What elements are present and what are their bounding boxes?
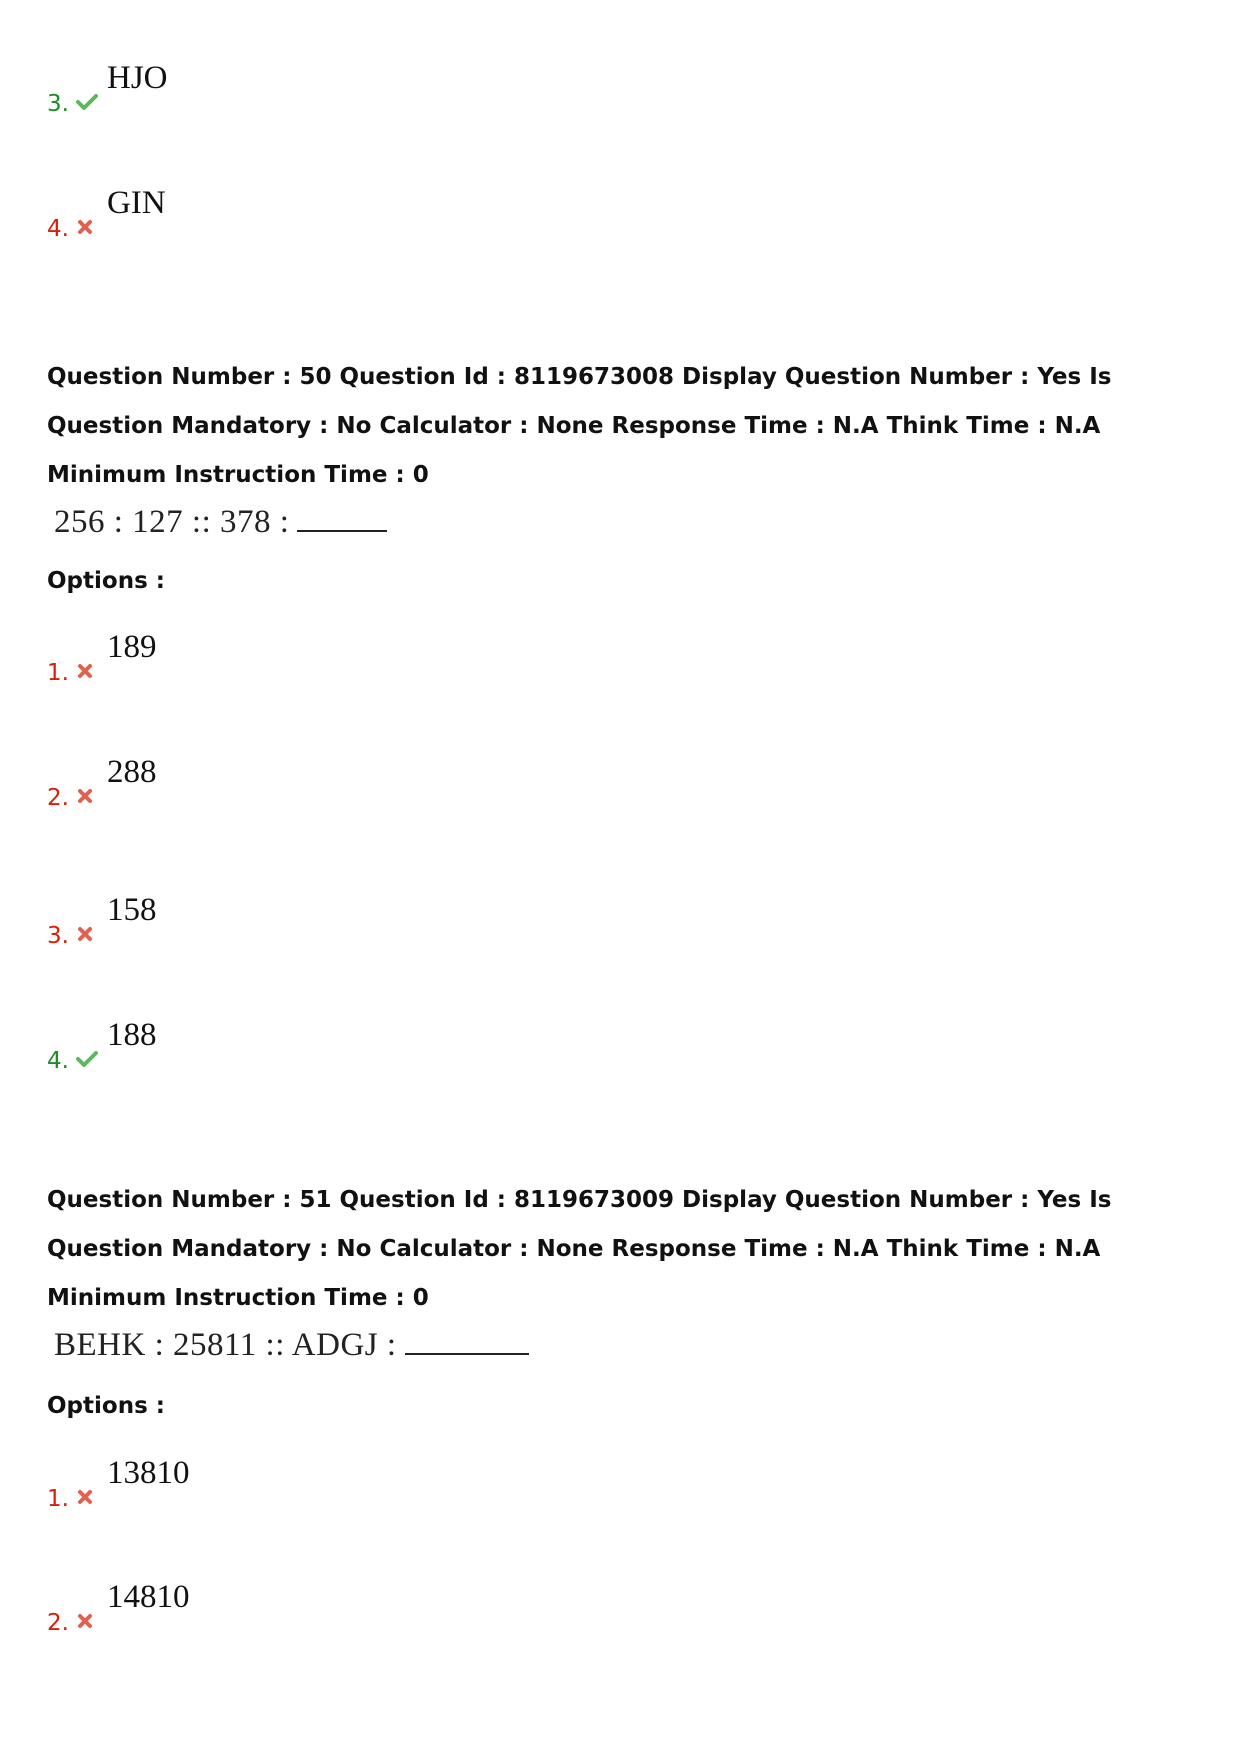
- question-expression: 256 : 127 :: 378 :: [54, 504, 290, 540]
- option-value: GIN: [107, 185, 166, 221]
- question-meta: Question Number : 50 Question Id : 8119673008 Display Question Number : Yes Is Question Mandatory : No Calculator : None Response Time : N.A Think Time : N.A Minimum Instruction Time : 0: [47, 364, 1112, 488]
- question-text: [54, 1323, 529, 1367]
- option-number: 4.: [47, 1048, 69, 1074]
- option-number: 4.: [47, 216, 69, 242]
- option-value: 288: [107, 754, 157, 790]
- option-number: 1.: [47, 660, 69, 686]
- option-value: 13810: [107, 1455, 190, 1491]
- options-label: Options :: [47, 568, 165, 594]
- options-label: Options :: [47, 1393, 165, 1419]
- option-number: 2.: [47, 785, 69, 811]
- cross-icon: [76, 218, 94, 240]
- question-meta: Question Number : 51 Question Id : 8119673009 Display Question Number : Yes Is Question Mandatory : No Calculator : None Response Time : N.A Think Time : N.A Minimum Instruction Time : 0: [47, 1187, 1112, 1311]
- cross-icon: [76, 1488, 94, 1510]
- question-text: [54, 500, 387, 544]
- cross-icon: [76, 662, 94, 684]
- answer-blank: [405, 1323, 529, 1355]
- option-value: 14810: [107, 1579, 190, 1615]
- option-value: 188: [107, 1017, 157, 1053]
- option-number: 2.: [47, 1610, 69, 1636]
- option-number: 1.: [47, 1486, 69, 1512]
- check-icon: [76, 93, 98, 115]
- cross-icon: [76, 925, 94, 947]
- option-value: 158: [107, 892, 157, 928]
- option-number: 3.: [47, 91, 69, 117]
- question-expression: BEHK : 25811 :: ADGJ :: [54, 1327, 397, 1363]
- cross-icon: [76, 1612, 94, 1634]
- option-value: 189: [107, 629, 157, 665]
- check-icon: [76, 1050, 98, 1072]
- answer-blank: [297, 500, 387, 532]
- option-value: HJO: [107, 60, 168, 96]
- cross-icon: [76, 787, 94, 809]
- option-number: 3.: [47, 923, 69, 949]
